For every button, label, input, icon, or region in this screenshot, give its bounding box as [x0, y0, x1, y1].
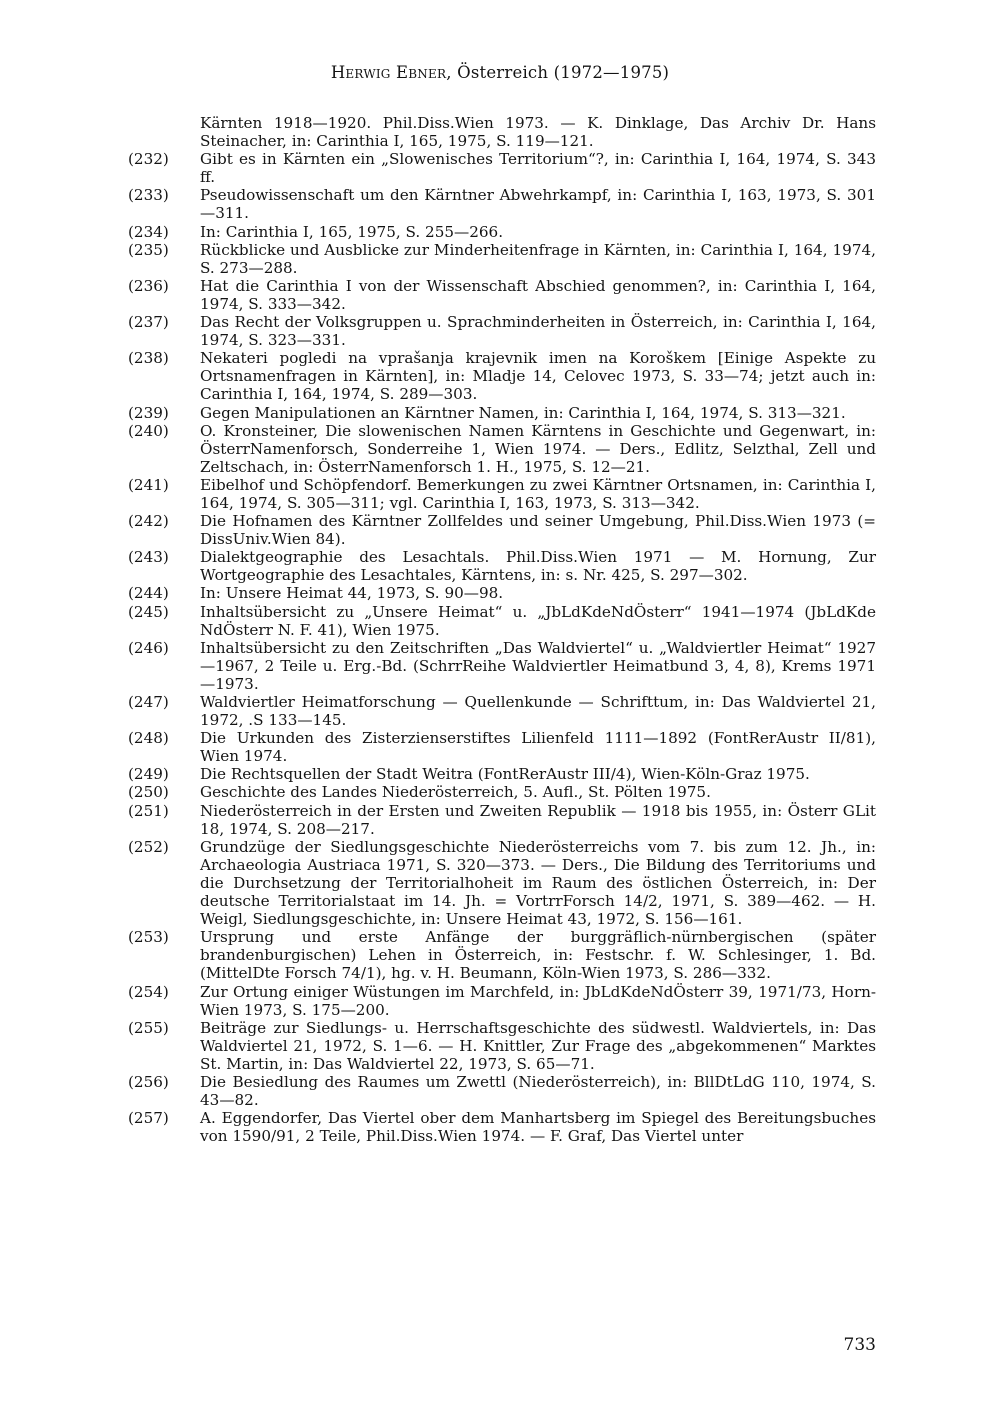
entry-number: (236): [128, 276, 169, 295]
bibliography-entry: [128, 603, 876, 639]
entry-number: (249): [128, 765, 169, 784]
entry-number: (243): [128, 548, 169, 567]
bibliography-entry: [128, 349, 876, 403]
bibliography-entry: [128, 150, 876, 186]
entry-number: (252): [128, 837, 169, 856]
entry-number: (257): [128, 1109, 169, 1128]
entry-number: (248): [128, 729, 169, 748]
bibliography-entry: [128, 928, 876, 982]
bibliography-entry: [128, 313, 876, 349]
entry-text: Pseudowissenschaft um den Kärntner Abwehrkampf, in: Carinthia I, 163, 1973, S. 301—311.: [200, 186, 876, 223]
entry-text: Beiträge zur Siedlungs- u. Herrschaftsgeschichte des südwestl. Waldviertels, in: Das Waldviertel 21, 1972, S. 1—6. — H. Knittler, Zur Frage des „abgekommenen“ Marktes St. Martin, in: Das Waldviertel 22, 1973, S. 65—71.: [200, 1018, 876, 1073]
entry-number: (250): [128, 783, 169, 802]
entry-text: Die Rechtsquellen der Stadt Weitra (FontRerAustr III/4), Wien-Köln-Graz 1975.: [200, 765, 810, 784]
bibliography-entry: [128, 277, 876, 313]
entry-number: (245): [128, 602, 169, 621]
bibliography-entry: [128, 186, 876, 222]
bibliography-entry: [128, 838, 876, 928]
bibliography-entry: [128, 476, 876, 512]
entry-number: (239): [128, 403, 169, 422]
entry-number: (232): [128, 150, 169, 169]
entry-text: Niederösterreich in der Ersten und Zweiten Republik — 1918 bis 1955, in: Österr GLit 18, 1974, S. 208—217.: [200, 801, 876, 838]
entry-number: (234): [128, 222, 169, 241]
bibliography-entry: [128, 693, 876, 729]
running-header: [0, 63, 1000, 82]
bibliography-entry: [128, 512, 876, 548]
entry-text: Geschichte des Landes Niederösterreich, 5. Aufl., St. Pölten 1975.: [200, 783, 711, 802]
bibliography-entry: [128, 404, 876, 422]
entry-text: Nekateri pogledi na vprašanja krajevnik imen na Koroškem [Einige Aspekte zu Ortsnamenfragen in Kärnten], in: Mladje 14, Celovec 1973, S. 33—74; jetzt auch in: Carinthia I, 164, 1974, S. 289—303.: [200, 349, 876, 404]
entry-number: (253): [128, 928, 169, 947]
entry-number: (238): [128, 349, 169, 368]
entry-text: In: Unsere Heimat 44, 1973, S. 90—98.: [200, 584, 504, 603]
entry-text: Waldviertler Heimatforschung — Quellenkunde — Schrifttum, in: Das Waldviertel 21, 1972, .S 133—145.: [200, 693, 876, 730]
bibliography-entry: [128, 802, 876, 838]
entry-text: Zur Ortung einiger Wüstungen im Marchfeld, in: JbLdKdeNdÖsterr 39, 1971/73, Horn-Wien 1973, S. 175—200.: [200, 982, 876, 1019]
entry-number: (254): [128, 982, 169, 1001]
entry-text: Gibt es in Kärnten ein „Slowenisches Territorium“?, in: Carinthia I, 164, 1974, S. 343 ff.: [200, 150, 876, 187]
entry-number: (240): [128, 421, 169, 440]
entry-number: (241): [128, 475, 169, 494]
entry-text: Hat die Carinthia I von der Wissenschaft Abschied genommen?, in: Carinthia I, 164, 1974, S. 333—342.: [200, 276, 876, 313]
bibliography-entry: [128, 241, 876, 277]
entry-number: (256): [128, 1072, 169, 1091]
entry-text: A. Eggendorfer, Das Viertel ober dem Manhartsberg im Spiegel des Bereitungsbuches von 1590/91, 2 Teile, Phil.Diss.Wien 1974. — F. Graf, Das Viertel unter: [200, 1109, 876, 1146]
bibliography-body: [128, 114, 876, 1145]
entry-number: (233): [128, 186, 169, 205]
entry-number: (251): [128, 801, 169, 820]
entry-text: Die Besiedlung des Raumes um Zwettl (Niederösterreich), in: BllDtLdG 110, 1974, S. 43—82.: [200, 1072, 876, 1110]
entry-number: (246): [128, 638, 169, 657]
entry-number: (235): [128, 240, 169, 259]
bibliography-entry: [128, 1073, 876, 1109]
entry-number: (242): [128, 512, 169, 531]
entry-text: Die Hofnamen des Kärntner Zollfeldes und seiner Umgebung, Phil.Diss.Wien 1973 (= DissUniv.Wien 84).: [200, 512, 876, 549]
continued-entry: Kärnten 1918—1920. Phil.Diss.Wien 1973. — K. Dinklage, Das Archiv Dr. Hans Steinacher, in: Carinthia I, 165, 1975, S. 119—121.: [200, 114, 876, 151]
bibliography-entry: [128, 639, 876, 693]
entry-text: Inhaltsübersicht zu den Zeitschriften „Das Waldviertel“ u. „Waldviertler Heimat“ 1927—1967, 2 Teile u. Erg.-Bd. (SchrrReihe Waldviertler Heimatbund 3, 4, 8), Krems 1971—1973.: [200, 638, 876, 693]
bibliography-entry: [128, 548, 876, 584]
entry-number: (237): [128, 313, 169, 332]
entry-text: Dialektgeographie des Lesachtals. Phil.Diss.Wien 1971 — M. Hornung, Zur Wortgeographie des Lesachtales, Kärntens, in: s. Nr. 425, S. 297—302.: [200, 548, 876, 585]
entry-list: [128, 150, 876, 1145]
entry-text: Ursprung und erste Anfänge der burggräflich-nürnbergischen (später brandenburgischen) Lehen in Österreich, in: Festschr. f. W. Schlesinger, 1. Bd. (MittelDte Forsch 74/1), hg. v. H. Beumann, Köln-Wien 1973, S. 286—332.: [200, 928, 876, 983]
entry-text: Eibelhof und Schöpfendorf. Bemerkungen zu zwei Kärntner Ortsnamen, in: Carinthia I, 164, 1974, S. 305—311; vgl. Carinthia I, 163, 1973, S. 313—342.: [200, 475, 876, 512]
entry-text: Rückblicke und Ausblicke zur Minderheitenfrage in Kärnten, in: Carinthia I, 164, 1974, S. 273—288.: [200, 240, 876, 277]
bibliography-entry: [128, 765, 876, 783]
header-author-last: Ebner: [396, 63, 447, 82]
entry-number: (247): [128, 693, 169, 711]
entry-text: Grundzüge der Siedlungsgeschichte Niederösterreichs vom 7. bis zum 12. Jh., in: Archaeologia Austriaca 1971, S. 320—373. — Ders., Die Bildung des Territoriums und die Durchsetzung der Territorialhoheit im Raum des östlichen Österreich, in: Der deutsche Territorialstaat im 14. Jh. = VortrrForsch 14/2, 1971, S. 389—462. — H. Weigl, Siedlungsgeschichte, in: Unsere Heimat 43, 1972, S. 156—161.: [200, 837, 876, 929]
entry-text: Die Urkunden des Zisterzienserstiftes Lilienfeld 1111—1892 (FontRerAustr II/81), Wien 1974.: [200, 729, 876, 766]
bibliography-entry: [128, 584, 876, 602]
bibliography-entry: [128, 783, 876, 801]
bibliography-entry: [128, 223, 876, 241]
entry-text: Gegen Manipulationen an Kärntner Namen, in: Carinthia I, 164, 1974, S. 313—321.: [200, 403, 846, 422]
entry-text: O. Kronsteiner, Die slowenischen Namen Kärntens in Geschichte und Gegenwart, in: ÖsterrNamenforsch, Sonderreihe 1, Wien 1974. — Ders., Edlitz, Selzthal, Zell und Zeltschach, in: ÖsterrNamenforsch 1. H., 1975, S. 12—21.: [200, 421, 876, 476]
bibliography-entry: [128, 422, 876, 476]
entry-number: (244): [128, 584, 169, 603]
entry-text: In: Carinthia I, 165, 1975, S. 255—266.: [200, 222, 504, 241]
header-title: , Österreich (1972—1975): [446, 63, 670, 82]
bibliography-entry: [128, 983, 876, 1019]
entry-number: (255): [128, 1018, 169, 1037]
entry-text: Das Recht der Volksgruppen u. Sprachminderheiten in Österreich, in: Carinthia I, 164, 1974, S. 323—331.: [200, 313, 876, 350]
bibliography-entry: [128, 1109, 876, 1145]
bibliography-entry: [128, 729, 876, 765]
bibliography-entry: [128, 1019, 876, 1073]
entry-text: Inhaltsübersicht zu „Unsere Heimat“ u. „JbLdKdeNdÖsterr“ 1941—1974 (JbLdKde NdÖsterr N. F. 41), Wien 1975.: [200, 602, 876, 639]
header-author-first: Herwig: [330, 63, 391, 82]
page-number: 733: [843, 1335, 876, 1355]
